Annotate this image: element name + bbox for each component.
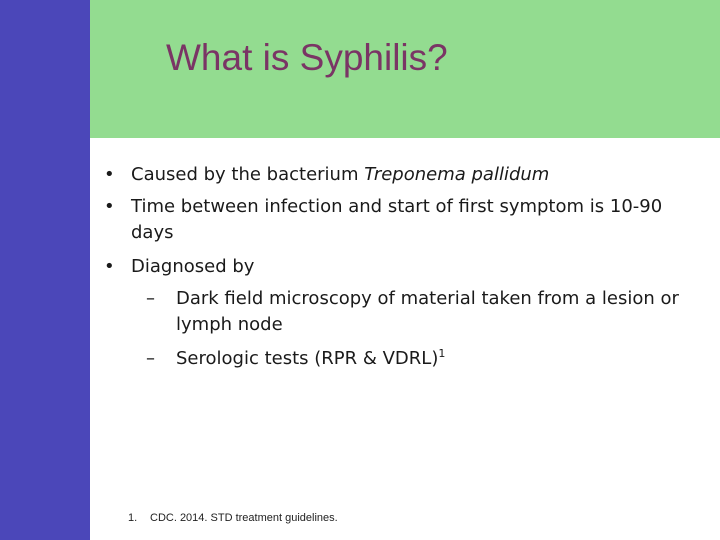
bullet-marker: •: [104, 196, 115, 217]
bullet-incubation: [104, 194, 694, 246]
bullet-cause: [104, 162, 694, 188]
bacterium-name: Treponema pallidum: [364, 164, 550, 185]
sub-bullet-serologic-text: Serologic tests (RPR & VDRL): [176, 348, 439, 369]
left-accent-bar: [0, 0, 90, 540]
sub-bullet-dark-field: [104, 286, 694, 338]
bullet-cause-text: Caused by the bacterium: [131, 164, 365, 185]
bullet-diagnosis: [104, 254, 694, 280]
bullet-marker: •: [104, 256, 115, 277]
sub-bullet-marker: –: [146, 348, 155, 369]
bullet-diagnosis-text: Diagnosed by: [131, 256, 255, 277]
sub-bullet-serologic: [104, 346, 694, 372]
sub-bullet-marker: –: [146, 288, 155, 309]
bullet-incubation-text: Time between infection and start of first symptom is 10-90 days: [131, 196, 663, 243]
footnote-reference: 1: [438, 347, 446, 360]
footnote-number: 1.: [128, 512, 138, 524]
slide-title: What is Syphilis?: [166, 37, 448, 78]
bullet-marker: •: [104, 164, 115, 185]
sub-bullet-dark-field-text: Dark field microscopy of material taken from a lesion or lymph node: [176, 288, 679, 335]
slide-body: [104, 162, 694, 378]
footnote-text: CDC. 2014. STD treatment guidelines.: [150, 512, 338, 524]
footnote: [128, 511, 338, 525]
